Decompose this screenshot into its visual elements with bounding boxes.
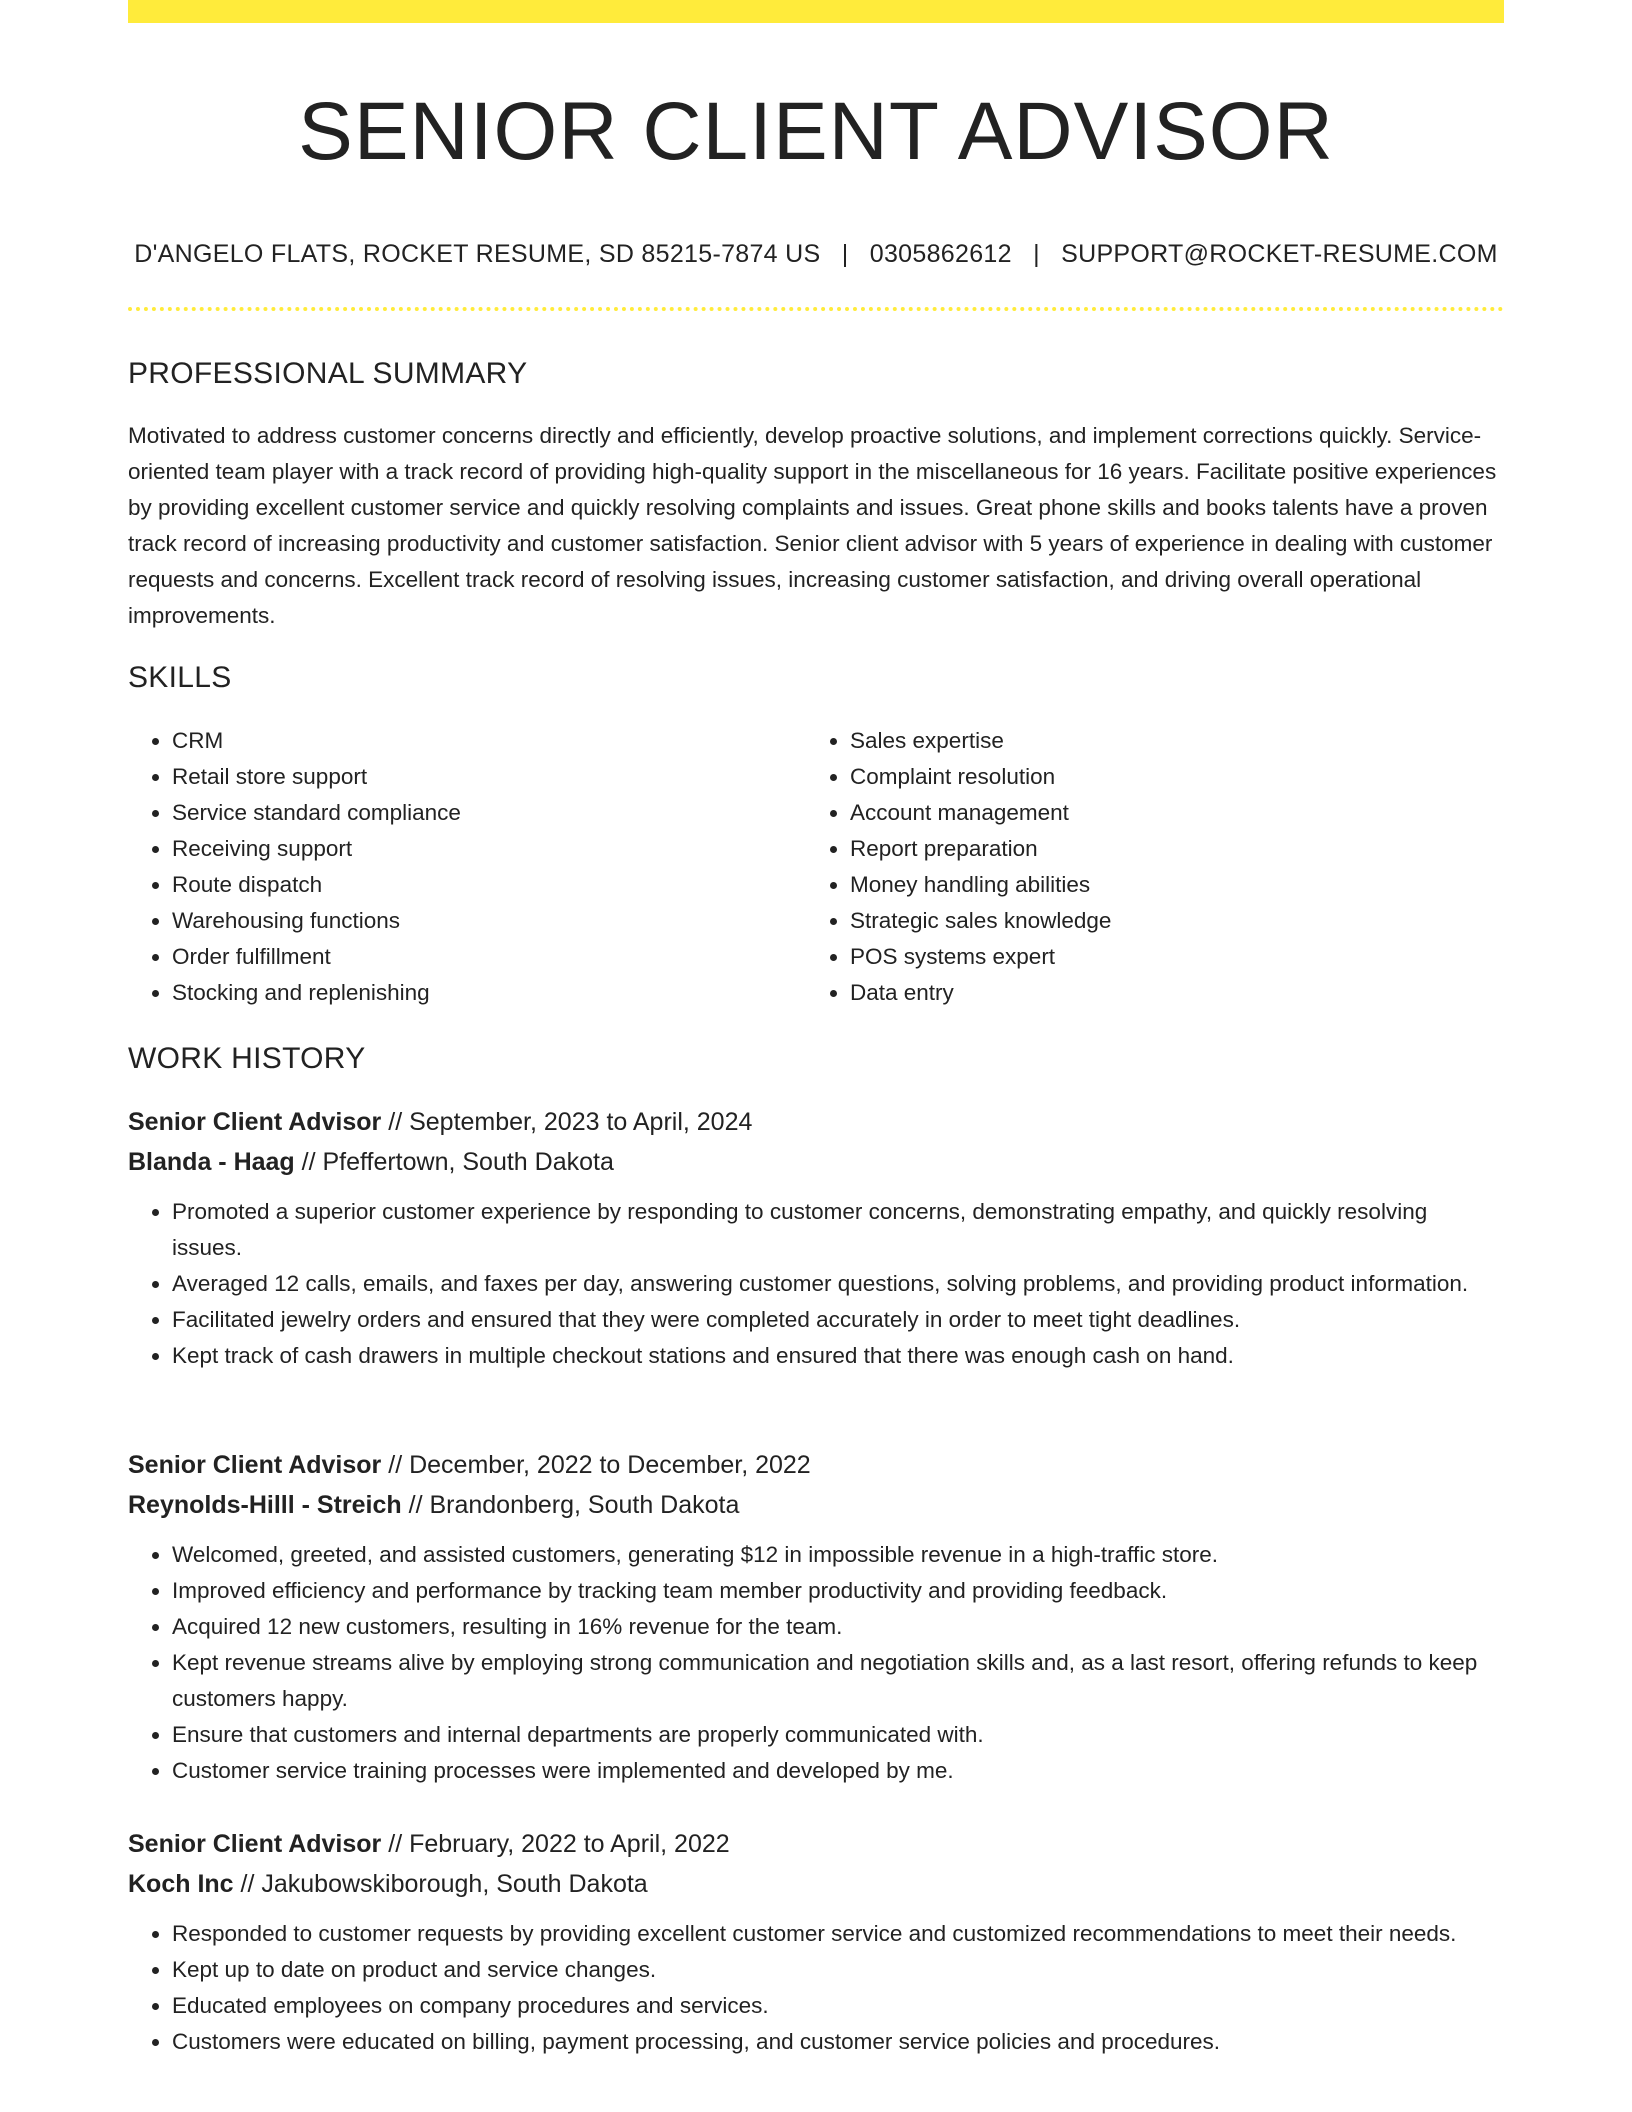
job-dates: // December, 2022 to December, 2022 (381, 1451, 811, 1479)
accent-top-bar (128, 0, 1504, 23)
job-role: Senior Client Advisor (128, 1451, 382, 1479)
job-bullet: • Welcomed, greeted, and assisted customers, generating $12 in impossible revenue in a high-traffic store. (172, 1537, 1504, 1573)
skill-item: • Money handling abilities (850, 867, 1484, 903)
job-company-line (128, 1864, 1504, 1904)
skill-item: • Sales expertise (850, 723, 1484, 759)
skill-item: • POS systems expert (850, 939, 1484, 975)
job-company-line (128, 1485, 1504, 1525)
job-role: Senior Client Advisor (128, 1830, 382, 1858)
job-bullets (128, 1916, 1504, 2060)
skill-item: • Account management (850, 795, 1484, 831)
contact-address: D'ANGELO FLATS, ROCKET RESUME, SD 85215-7874 US (134, 240, 821, 268)
job-role-line (128, 1102, 1504, 1142)
skills-column-right (806, 723, 1484, 1011)
job-bullet: • Ensure that customers and internal departments are properly communicated with. (172, 1717, 1504, 1753)
job-location: // Brandonberg, South Dakota (401, 1491, 740, 1519)
job-bullets (128, 1537, 1504, 1789)
skill-item: • Receiving support (172, 831, 806, 867)
job-company: Koch Inc (128, 1870, 234, 1898)
job-bullet: • Customer service training processes were implemented and developed by me. (172, 1753, 1504, 1789)
work-history-heading: WORK HISTORY (128, 1042, 366, 1075)
skill-item: • Warehousing functions (172, 903, 806, 939)
skill-item: • Order fulfillment (172, 939, 806, 975)
job-company-line (128, 1142, 1504, 1182)
job-entry (128, 1445, 1504, 1789)
skills-column-left (128, 723, 806, 1011)
job-bullet: • Kept up to date on product and service changes. (172, 1952, 1504, 1988)
job-bullet: • Facilitated jewelry orders and ensured that they were completed accurately in order to meet tight deadlines. (172, 1302, 1504, 1338)
skill-item: • Strategic sales knowledge (850, 903, 1484, 939)
job-company: Reynolds-Hilll - Streich (128, 1491, 402, 1519)
job-entry (128, 1102, 1504, 1374)
contact-line (128, 236, 1504, 272)
contact-separator: | (841, 240, 849, 268)
contact-email: SUPPORT@ROCKET-RESUME.COM (1061, 240, 1498, 268)
job-bullet: • Educated employees on company procedures and services. (172, 1988, 1504, 2024)
skill-item: • Data entry (850, 975, 1484, 1011)
job-bullet: • Kept revenue streams alive by employing strong communication and negotiation skills and, as a last resort, offering refunds to keep customers happy. (172, 1645, 1504, 1717)
skill-item: • Report preparation (850, 831, 1484, 867)
job-bullet: • Customers were educated on billing, payment processing, and customer service policies and procedures. (172, 2024, 1504, 2060)
summary-text: Motivated to address customer concerns directly and efficiently, develop proactive solutions, and implement corrections quickly. Service-oriented team player with a track record of providing high-quality support in the miscellaneous for 16 years. Facilitate positive experiences by providing excellent customer service and quickly resolving complaints and issues. Great phone skills and books talents have a proven track record of increasing productivity and customer satisfaction. Senior client advisor with 5 years of experience in dealing with customer requests and concerns. Excellent track record of resolving issues, increasing customer satisfaction, and driving overall operational improvements. (128, 423, 1497, 628)
job-role-line (128, 1824, 1504, 1864)
skills-list (128, 723, 1504, 1011)
job-dates: // February, 2022 to April, 2022 (381, 1830, 730, 1858)
contact-separator: | (1033, 240, 1040, 268)
skill-item: • Stocking and replenishing (172, 975, 806, 1011)
job-location: // Jakubowskiborough, South Dakota (233, 1870, 648, 1898)
resume-title: SENIOR CLIENT ADVISOR (298, 86, 1334, 177)
job-bullet: • Responded to customer requests by providing excellent customer service and customized recommendations to meet their needs. (172, 1916, 1504, 1952)
job-location: // Pfeffertown, South Dakota (294, 1148, 614, 1176)
skill-item: • Retail store support (172, 759, 806, 795)
job-bullet: • Promoted a superior customer experience by responding to customer concerns, demonstrating empathy, and quickly resolving issues. (172, 1194, 1504, 1266)
skill-item: • CRM (172, 723, 806, 759)
job-company: Blanda - Haag (128, 1148, 295, 1176)
job-bullet: • Kept track of cash drawers in multiple checkout stations and ensured that there was enough cash on hand. (172, 1338, 1504, 1374)
skill-item: • Complaint resolution (850, 759, 1484, 795)
dotted-divider (128, 307, 1504, 311)
job-bullet: • Averaged 12 calls, emails, and faxes per day, answering customer questions, solving problems, and providing product information. (172, 1266, 1504, 1302)
job-role-line (128, 1445, 1504, 1485)
contact-phone: 0305862612 (869, 240, 1012, 268)
job-dates: // September, 2023 to April, 2024 (381, 1108, 753, 1136)
job-bullets (128, 1194, 1504, 1374)
job-bullet: • Improved efficiency and performance by tracking team member productivity and providing feedback. (172, 1573, 1504, 1609)
job-bullet: • Acquired 12 new customers, resulting in 16% revenue for the team. (172, 1609, 1504, 1645)
skill-item: • Service standard compliance (172, 795, 806, 831)
job-entry (128, 1824, 1504, 2060)
summary-heading: PROFESSIONAL SUMMARY (128, 357, 528, 390)
skills-heading: SKILLS (128, 661, 232, 694)
job-role: Senior Client Advisor (128, 1108, 382, 1136)
skill-item: • Route dispatch (172, 867, 806, 903)
